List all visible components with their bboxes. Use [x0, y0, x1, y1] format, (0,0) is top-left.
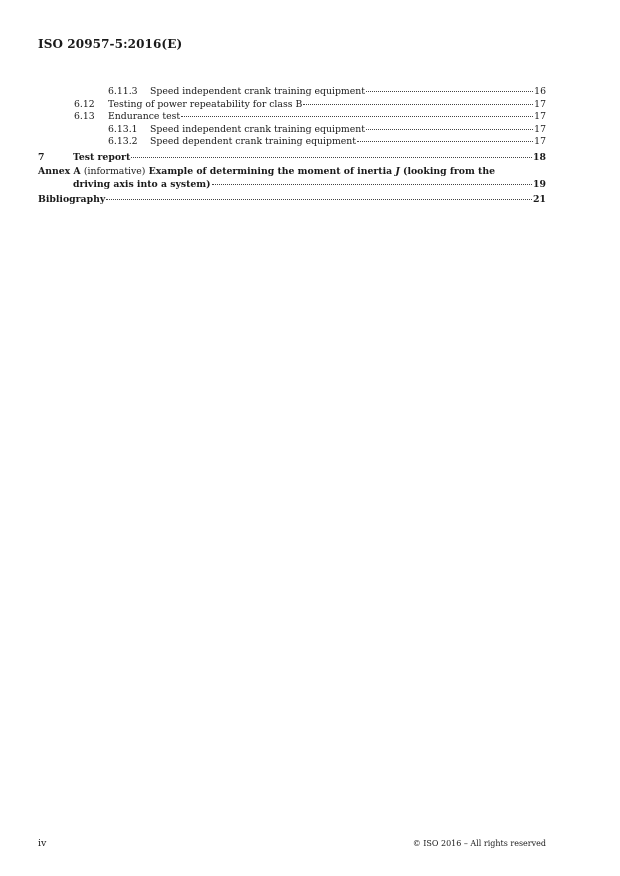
- toc-entry-6-13[interactable]: [38, 111, 546, 124]
- toc-leader-dots: [366, 91, 533, 92]
- toc-entry-page: 17: [534, 98, 546, 110]
- toc-leader-dots: [357, 141, 533, 142]
- toc-entry-6-13-1[interactable]: [38, 124, 546, 137]
- toc-entry-title: Bibliography: [38, 194, 106, 205]
- toc-entry-title: Testing of power repeatability for class B: [108, 98, 303, 110]
- toc-entry-number: 6.12: [74, 98, 95, 110]
- toc-entry-page: 17: [534, 123, 546, 135]
- annex-title-continuation: driving axis into a system): [73, 178, 211, 190]
- annex-title-line-2: [38, 179, 546, 192]
- toc-entry-6-13-2[interactable]: [38, 136, 546, 149]
- toc-leader-dots: [106, 199, 532, 200]
- annex-label: Annex A: [38, 166, 81, 177]
- toc-entry-6-12[interactable]: [38, 99, 546, 112]
- toc-entry-annex-a[interactable]: [38, 166, 546, 191]
- toc-leader-dots: [212, 184, 533, 185]
- toc-leader-dots: [131, 157, 532, 158]
- toc-leader-dots: [303, 104, 533, 105]
- toc-leader-dots: [181, 116, 533, 117]
- toc-entry-6-11-3[interactable]: [38, 86, 546, 99]
- toc-entry-page: 17: [534, 136, 546, 147]
- toc-entry-number: 6.13.2: [108, 136, 138, 147]
- annex-title-line-1: [38, 166, 546, 179]
- toc-entry-bibliography[interactable]: [38, 194, 546, 207]
- annex-title-part: Example of determining the moment of inertia: [148, 166, 393, 177]
- toc-entry-title: Test report: [73, 151, 131, 163]
- table-of-contents: [38, 86, 546, 207]
- toc-entry-title: Speed independent crank training equipment: [150, 123, 365, 135]
- toc-entry-number: 6.13.1: [108, 123, 138, 135]
- footer-page-number: iv: [38, 838, 47, 849]
- toc-entry-page: 16: [534, 86, 546, 97]
- toc-entry-page: 21: [533, 194, 546, 205]
- annex-qualifier: (informative): [83, 166, 146, 177]
- toc-entry-page: 19: [533, 178, 546, 190]
- toc-entry-title: Speed independent crank training equipment: [150, 86, 365, 97]
- annex-title-end: (looking from the: [403, 166, 495, 177]
- toc-entry-7[interactable]: [38, 152, 546, 165]
- document-id-header: ISO 20957-5:2016(E): [38, 37, 183, 51]
- footer-copyright: © ISO 2016 – All rights reserved: [412, 839, 546, 848]
- toc-entry-number: 7: [38, 151, 45, 163]
- toc-entry-page: 18: [533, 151, 546, 163]
- toc-entry-title: Endurance test: [108, 111, 181, 122]
- toc-entry-title: Speed dependent crank training equipment: [150, 136, 356, 147]
- annex-symbol: J: [395, 166, 400, 177]
- toc-entry-page: 17: [534, 111, 546, 122]
- toc-entry-number: 6.11.3: [108, 86, 138, 97]
- toc-leader-dots: [366, 129, 533, 130]
- toc-entry-number: 6.13: [74, 111, 95, 122]
